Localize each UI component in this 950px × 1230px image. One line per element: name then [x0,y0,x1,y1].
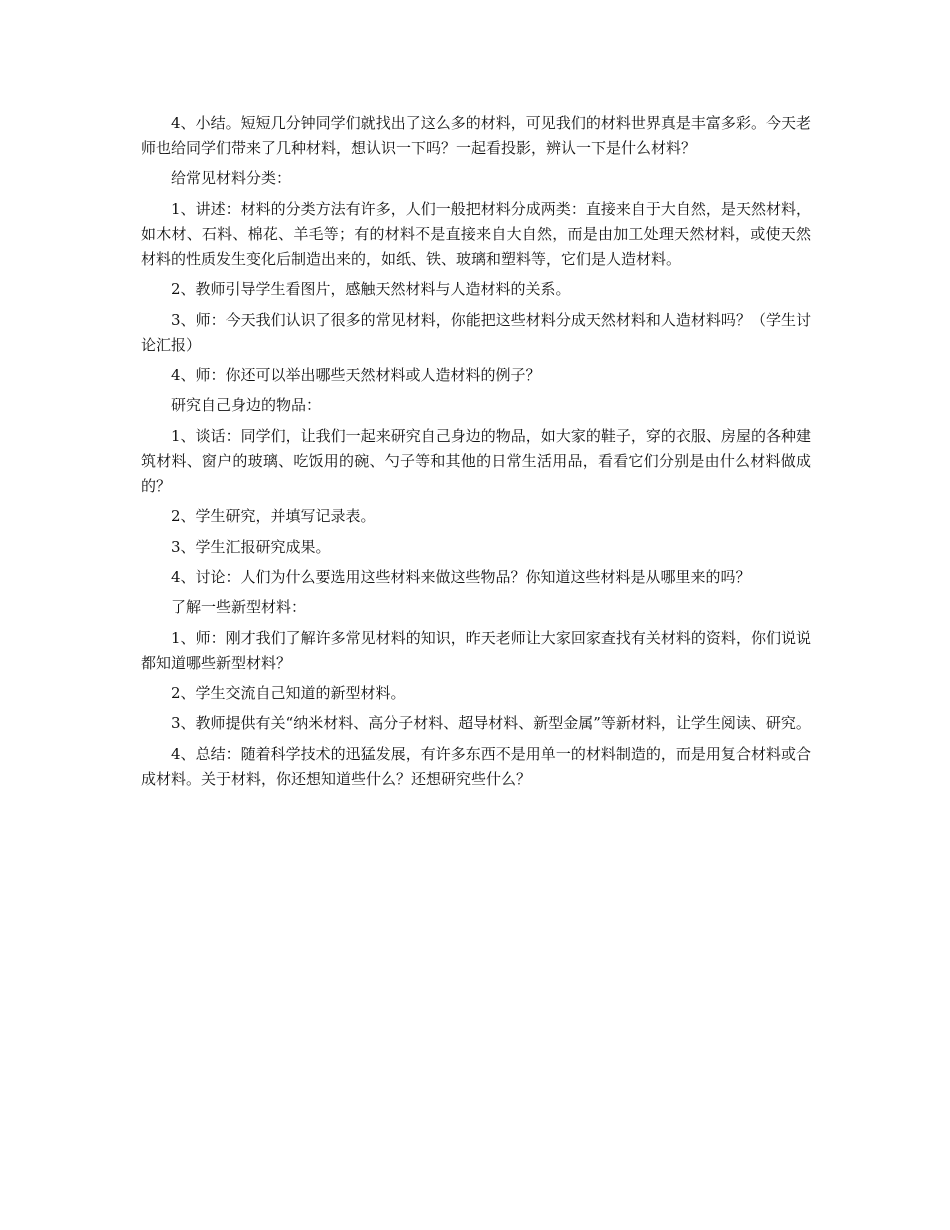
paragraph-question-classify: 3、师：今天我们认识了很多的常见材料，你能把这些材料分成天然材料和人造材料吗？（学生讨论汇报） [141,310,811,354]
paragraph-teacher-question: 1、师：刚才我们了解许多常见材料的知识，昨天老师让大家回家查找有关材料的资料，你们说说都知道哪些新型材料？ [141,628,811,672]
paragraph-summary: 4、小结。短短几分钟同学们就找出了这么多的材料，可见我们的材料世界真是丰富多彩。今天老师也给同学们带来了几种材料，想认识一下吗？一起看投影，辨认一下是什么材料？ [141,114,811,157]
paragraph-provide-materials: 3、教师提供有关“纳米材料、高分子材料、超导材料、新型金属”等新材料，让学生阅读、研究。 [171,714,811,733]
paragraph-pictures: 2、教师引导学生看图片，感触天然材料与人造材料的关系。 [171,280,571,299]
paragraph-conclusion: 4、总结：随着科学技术的迅猛发展，有许多东西不是用单一的材料制造的，而是用复合材料或合成材料。关于材料，你还想知道些什么？还想研究些什么？ [141,744,811,788]
section-heading-research: 研究自己身边的物品： [171,396,322,415]
section-heading-classify: 给常见材料分类： [171,169,292,188]
paragraph-record: 2、学生研究，并填写记录表。 [171,507,376,526]
paragraph-exchange: 2、学生交流自己知道的新型材料。 [171,684,406,703]
paragraph-report: 3、学生汇报研究成果。 [171,537,331,556]
document-body [141,111,811,797]
paragraph-explain: 1、讲述：材料的分类方法有许多，人们一般把材料分成两类：直接来自于大自然，是天然材料，如木材、石料、棉花、羊毛等；有的材料不是直接来自大自然，而是由加工处理天然材料，或使天然材料的性质发生变化后制造出来的，如纸、铁、玻璃和塑料等，它们是人造材料。 [141,199,811,268]
paragraph-discussion: 4、讨论：人们为什么要选用这些材料来做这些物品？你知道这些材料是从哪里来的吗？ [171,567,751,586]
paragraph-question-examples: 4、师：你还可以举出哪些天然材料或人造材料的例子？ [171,365,541,384]
paragraph-talk: 1、谈话：同学们，让我们一起来研究自己身边的物品，如大家的鞋子，穿的衣服、房屋的各种建筑材料、窗户的玻璃、吃饭用的碗、勺子等和其他的日常生活用品，看看它们分别是由什么材料做成的？ [141,426,811,495]
section-heading-new-materials: 了解一些新型材料： [171,598,307,617]
